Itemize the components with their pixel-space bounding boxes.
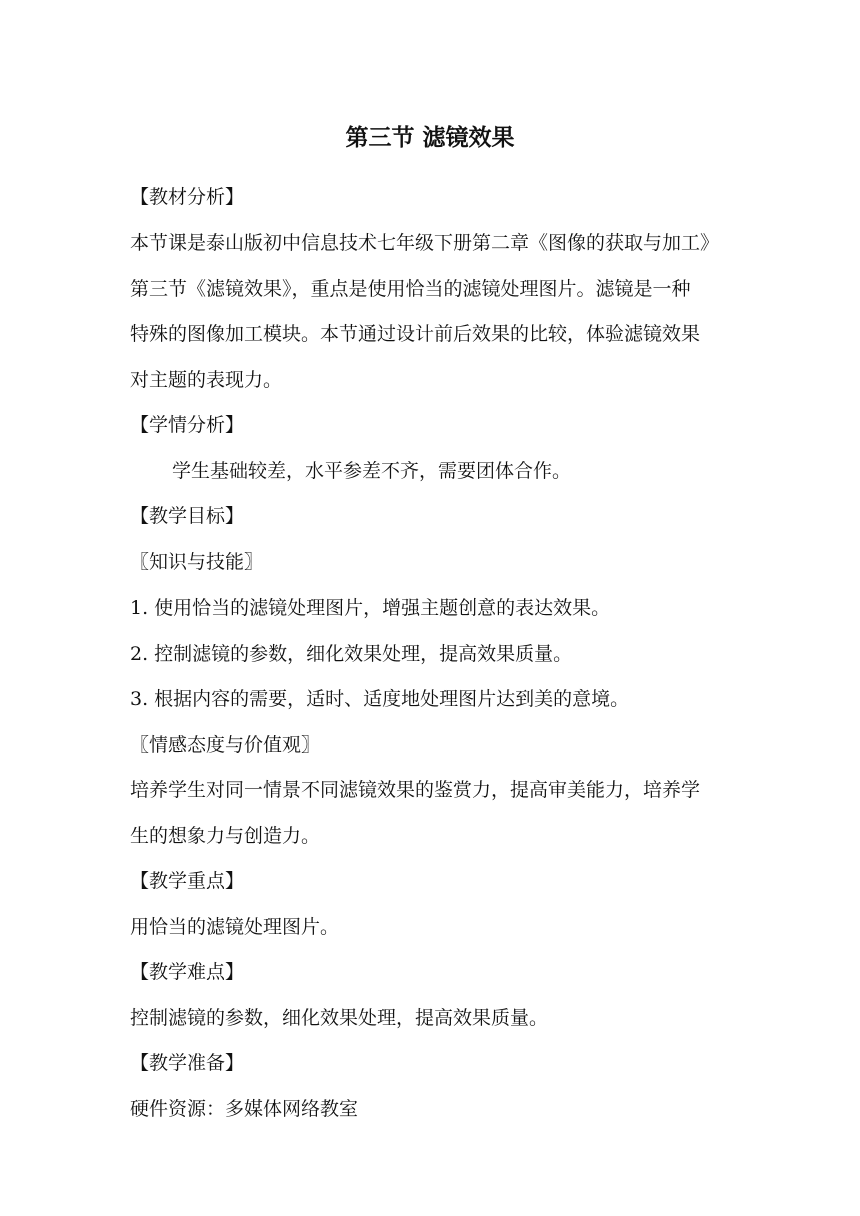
heading-teaching-focus: 【教学重点】 [130, 870, 245, 892]
paragraph-line: 培养学生对同一情景不同滤镜效果的鉴赏力，提高审美能力，培养学 [130, 779, 701, 801]
list-item: 2. 控制滤镜的参数，细化效果处理，提高效果质量。 [130, 643, 573, 665]
heading-teaching-preparation: 【教学准备】 [130, 1052, 245, 1074]
paragraph-line: 硬件资源：多媒体网络教室 [130, 1098, 359, 1120]
paragraph-line: 生的想象力与创造力。 [130, 825, 321, 847]
paragraph-line: 控制滤镜的参数，细化效果处理，提高效果质量。 [130, 1007, 549, 1029]
heading-student-analysis: 【学情分析】 [130, 414, 245, 436]
heading-textbook-analysis: 【教材分析】 [130, 186, 245, 208]
subheading-knowledge-skills: 〖知识与技能〗 [130, 551, 264, 573]
paragraph-line: 本节课是泰山版初中信息技术七年级下册第二章《图像的获取与加工》 [130, 232, 720, 254]
paragraph-line: 学生基础较差，水平参差不齐，需要团体合作。 [172, 460, 572, 482]
subheading-emotions-values: 〖情感态度与价值观〗 [130, 734, 321, 756]
list-item: 3. 根据内容的需要，适时、适度地处理图片达到美的意境。 [130, 688, 630, 710]
heading-teaching-difficulty: 【教学难点】 [130, 961, 245, 983]
paragraph-line: 特殊的图像加工模块。本节通过设计前后效果的比较，体验滤镜效果 [130, 323, 701, 345]
page-title: 第三节 滤镜效果 [345, 125, 515, 151]
heading-teaching-goals: 【教学目标】 [130, 505, 245, 527]
list-item: 1. 使用恰当的滤镜处理图片，增强主题创意的表达效果。 [130, 597, 611, 619]
paragraph-line: 用恰当的滤镜处理图片。 [130, 916, 340, 938]
paragraph-line: 对主题的表现力。 [130, 369, 283, 391]
paragraph-line: 第三节《滤镜效果》，重点是使用恰当的滤镜处理图片。滤镜是一种 [130, 278, 691, 300]
